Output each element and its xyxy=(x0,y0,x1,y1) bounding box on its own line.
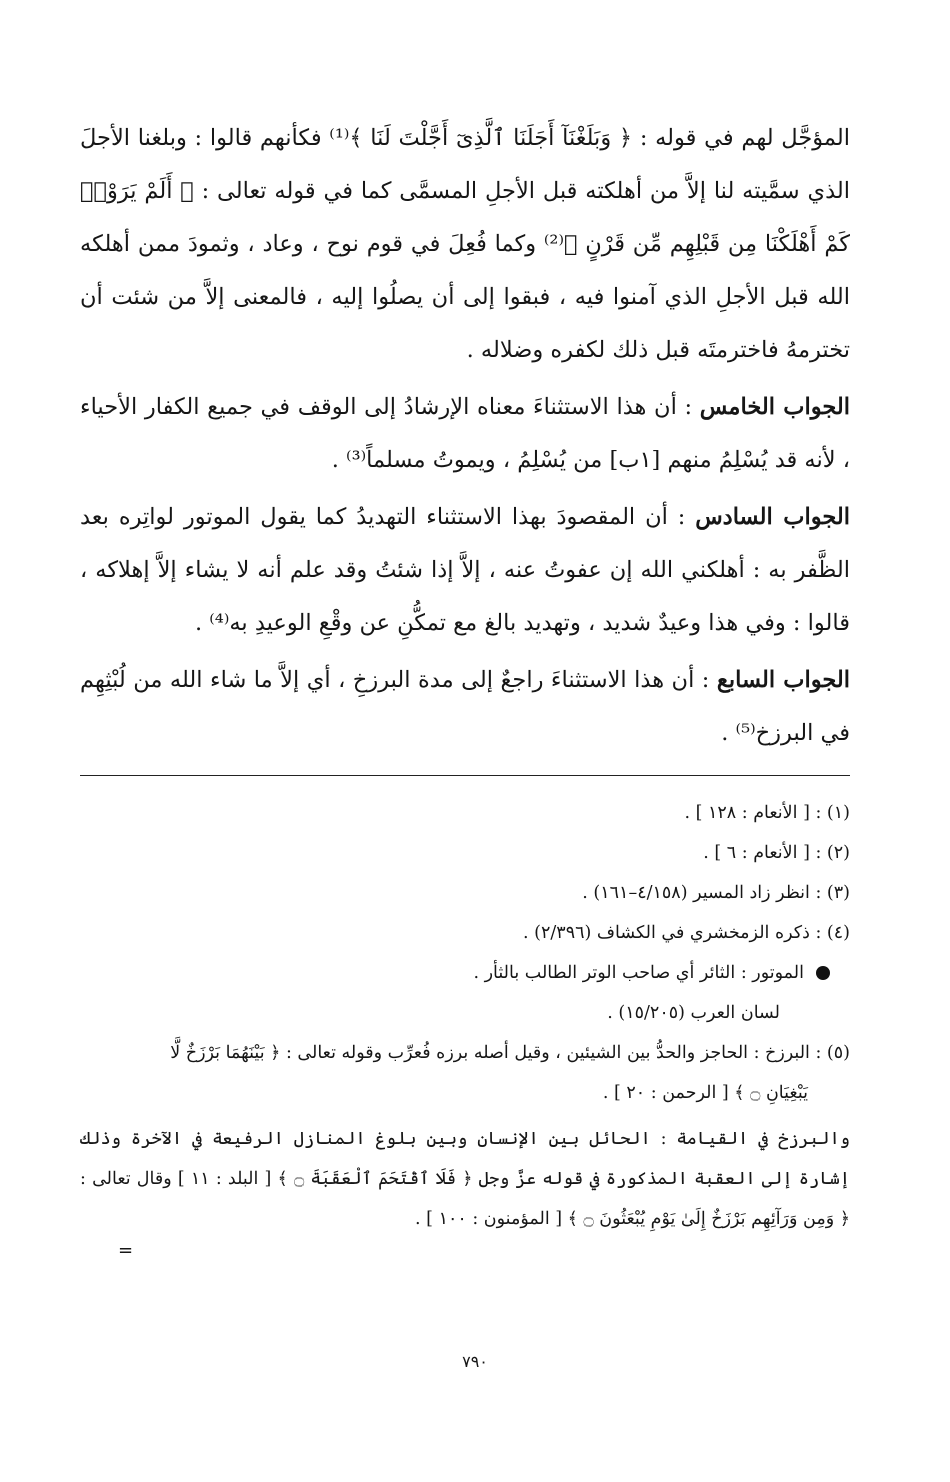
footnote-3: (٣) : انظر زاد المسير (٤/١٥٨–١٦١) . xyxy=(582,883,850,903)
answer-heading: الجواب الخامس xyxy=(699,394,850,420)
paragraph-text: : أن هذا الاستثناءَ راجعٌ إلى مدة البرزخِ ، أي إلاَّ ما شاء الله من لُبْثِهِم في البرزخ⁽⁵⁾ . xyxy=(80,667,850,746)
main-text-block xyxy=(80,112,850,764)
answer-heading: الجواب السادس xyxy=(695,504,850,530)
footnote-divider xyxy=(80,775,850,776)
paragraph-sixth-answer xyxy=(80,491,850,650)
answer-heading: الجواب السابع xyxy=(716,667,850,693)
paragraph-intro xyxy=(80,112,850,377)
continuation-mark: = xyxy=(118,1240,134,1261)
bullet-icon xyxy=(816,966,830,980)
footnote-4-bullet-note xyxy=(80,953,850,993)
footnotes-block xyxy=(80,793,850,1239)
paragraph-text: : أن المقصودَ بهذا الاستثناء التهديدُ كما يقول الموتور لواتِره بعد الظَّفر به : أهلكني الله إن عفوتُ عنه ، إلاَّ إذا شئتُ وقد علم أنه لا يشاء إلاَّ إهلاكه ، قالوا : وفي هذا وعيدٌ شديد ، وتهديد بالغ مع تمكُّنِ عن وقْعِ الوعيدِ به⁽⁴⁾ . xyxy=(80,504,850,636)
paragraph-fifth-answer xyxy=(80,381,850,487)
footnote-5-paragraph: والبرزخ في القيامة : الحائل بين الإنسان وبين بلوغ المنازل الرفيعة في الآخرة وذلك إشارة إلى العقبة المذكورة في قوله عزَّ وجل ﴿ فَلَا ٱقْتَحَمَ ٱلْعَقَبَةَ ۝ ﴾ [ البلد : ١١ ] وقال تعالى : ﴿ وَمِن وَرَآئِهِم بَرْزَخٌ إِلَىٰ يَوْمِ يُبْعَثُونَ ۝ ﴾ [ المؤمنون : ١٠٠ ] . xyxy=(80,1129,851,1229)
bullet-text: الموتور : الثائر أي صاحب الوتر الطالب بالثأر . xyxy=(473,963,804,983)
footnote-5: (٥) : البرزخ : الحاجز والحدُّ بين الشيئين ، وقيل أصله برزه فُعرِّب وقوله تعالى : ﴿ بَيْنَهُمَا بَرْزَخٌ لَّا xyxy=(170,1043,850,1063)
paragraph-text: المؤجَّل لهم في قوله : ﴿ وَبَلَغْنَآ أَجَلَنَا ٱلَّذِىٓ أَجَّلْتَ لَنَا ﴾⁽¹⁾ فكأنهم قالوا : وبلغنا الأجلَ الذي سمَّيته لنا إلاَّ من أهلكته قبل الأجلِ المسمَّى كما في قوله تعالى : ﴿ أَلَمْ يَرَوْا۟ كَمْ أَهْلَكْنَا مِن قَبْلِهِم مِّن قَرْنٍ ﴾⁽²⁾ وكما فُعِلَ في قوم نوح ، وعاد ، وثمودَ ممن أهلكه الله قبل الأجلِ الذي آمنوا فيه ، فبقوا إلى أن يصلُوا إليه ، فالمعنى إلاَّ من شئت أن تخترمهُ فاخترمتَه قبل ذلك لكفره وضلاله . xyxy=(80,125,851,363)
footnote-4-source: لسان العرب (١٥/٢٠٥) . xyxy=(607,1003,780,1023)
paragraph-text: : أن هذا الاستثناءَ معناه الإرشادُ إلى الوقف في جميع الكفار الأحياء ، لأنه قد يُسْلِمُ منهم [١ب] من يُسْلِمُ ، ويموتُ مسلماً⁽³⁾ . xyxy=(80,394,850,473)
paragraph-seventh-answer xyxy=(80,654,850,760)
footnote-4: (٤) : ذكره الزمخشري في الكشاف (٢/٣٩٦) . xyxy=(523,923,850,943)
footnote-2: (٢) : [ الأنعام : ٦ ] . xyxy=(703,843,850,863)
page-number: ٧٩٠ xyxy=(462,1352,488,1371)
footnote-1: (١) : [ الأنعام : ١٢٨ ] . xyxy=(684,803,850,823)
body-text xyxy=(80,112,850,760)
footnote-5-continued: يَبْغِيَانِ ۝ ﴾ [ الرحمن : ٢٠ ] . xyxy=(602,1083,808,1103)
